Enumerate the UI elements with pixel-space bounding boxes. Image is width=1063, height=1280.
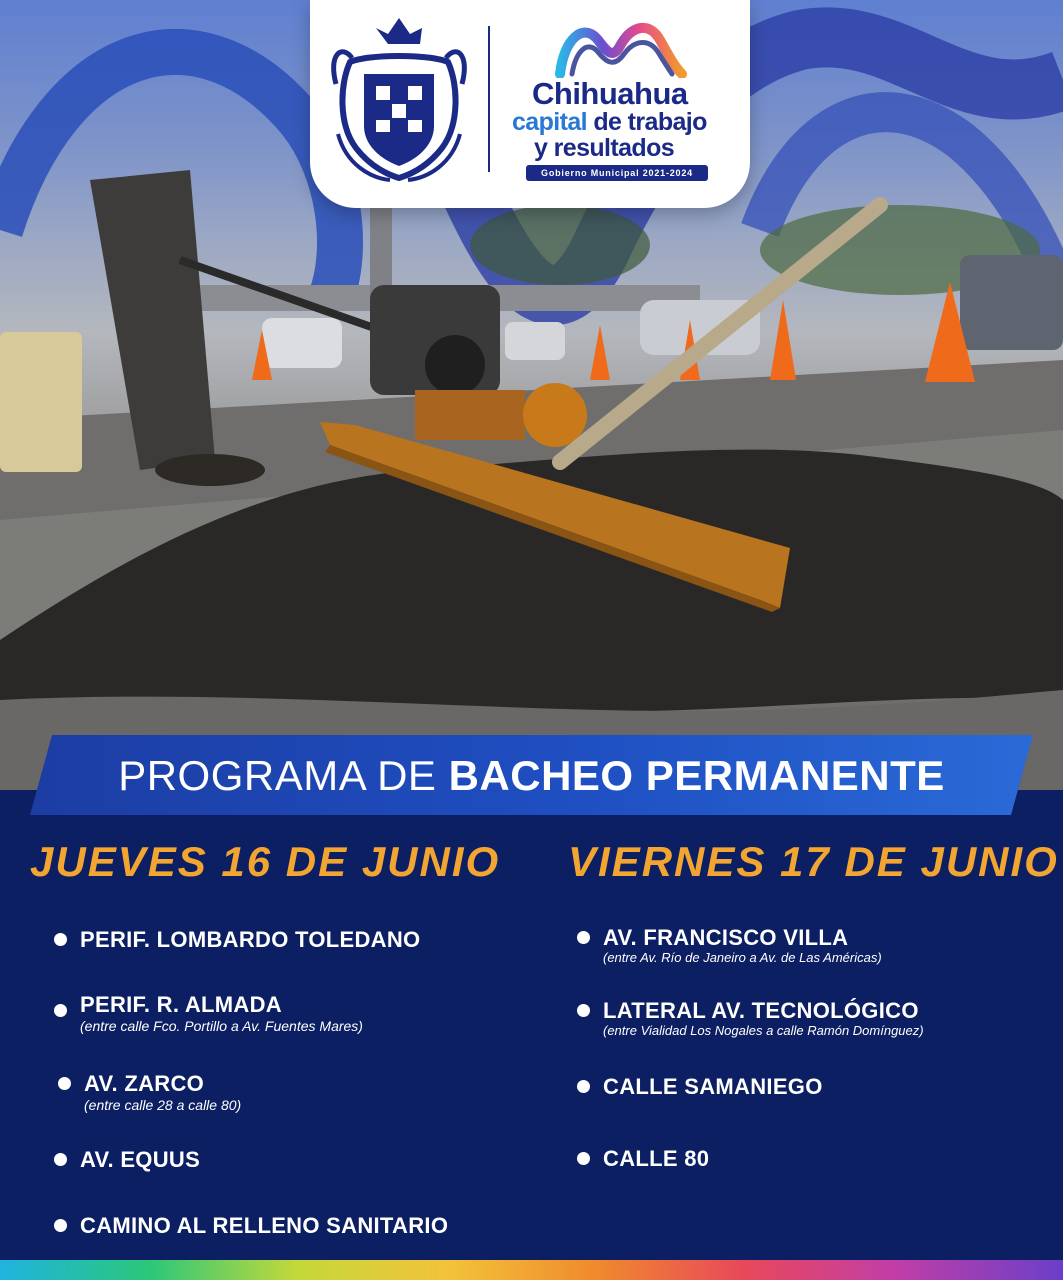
street-note: (entre calle Fco. Portillo a Av. Fuentes Mares) xyxy=(80,1018,363,1034)
street-note: (entre Av. Río de Janeiro a Av. de Las Américas) xyxy=(603,950,882,965)
brand-slogan-accent: capital xyxy=(512,108,587,136)
coat-of-arms-icon xyxy=(330,14,468,182)
program-title xyxy=(30,752,1033,800)
street-name: AV. FRANCISCO VILLA xyxy=(603,925,849,950)
street-name: CALLE SAMANIEGO xyxy=(603,1074,823,1099)
street-name: LATERAL AV. TECNOLÓGICO xyxy=(603,998,919,1023)
brand-slogan-line1 xyxy=(512,108,707,137)
street-name: PERIF. R. ALMADA xyxy=(80,992,282,1017)
bullet-icon xyxy=(54,1153,67,1166)
bullet-icon xyxy=(54,1219,67,1232)
rainbow-footer-stripe xyxy=(0,1260,1063,1280)
bullet-icon xyxy=(577,1152,590,1165)
street-name: PERIF. LOMBARDO TOLEDANO xyxy=(80,927,421,952)
street-name: AV. ZARCO xyxy=(84,1071,205,1096)
chihuahua-brand xyxy=(508,14,738,194)
bullet-icon xyxy=(577,931,590,944)
brand-waves-icon xyxy=(554,18,688,78)
bullet-icon xyxy=(577,1080,590,1093)
street-name: CALLE 80 xyxy=(603,1146,710,1171)
brand-slogan-rest: de trabajo xyxy=(587,108,707,136)
street-note: (entre Vialidad Los Nogales a calle Ramón Domínguez) xyxy=(603,1023,924,1038)
street-name: AV. EQUUS xyxy=(80,1147,201,1172)
header-logo-card xyxy=(310,0,750,208)
street-note: (entre calle 28 a calle 80) xyxy=(84,1097,242,1113)
brand-name: Chihuahua xyxy=(532,76,688,111)
day-heading-friday: VIERNES 17 DE JUNIO xyxy=(568,838,1059,885)
bullet-icon xyxy=(577,1004,590,1017)
program-title-light: PROGRAMA DE xyxy=(118,752,449,799)
bullet-icon xyxy=(58,1077,71,1090)
bullet-icon xyxy=(54,933,67,946)
brand-slogan-line2: y resultados xyxy=(534,134,675,162)
street-name: CAMINO AL RELLENO SANITARIO xyxy=(80,1213,449,1238)
day-heading-thursday: JUEVES 16 DE JUNIO xyxy=(30,838,501,885)
program-title-bold: BACHEO PERMANENTE xyxy=(448,752,945,799)
bullet-icon xyxy=(54,1004,67,1017)
government-tag: Gobierno Municipal 2021-2024 xyxy=(526,165,708,181)
header-divider xyxy=(488,26,490,172)
